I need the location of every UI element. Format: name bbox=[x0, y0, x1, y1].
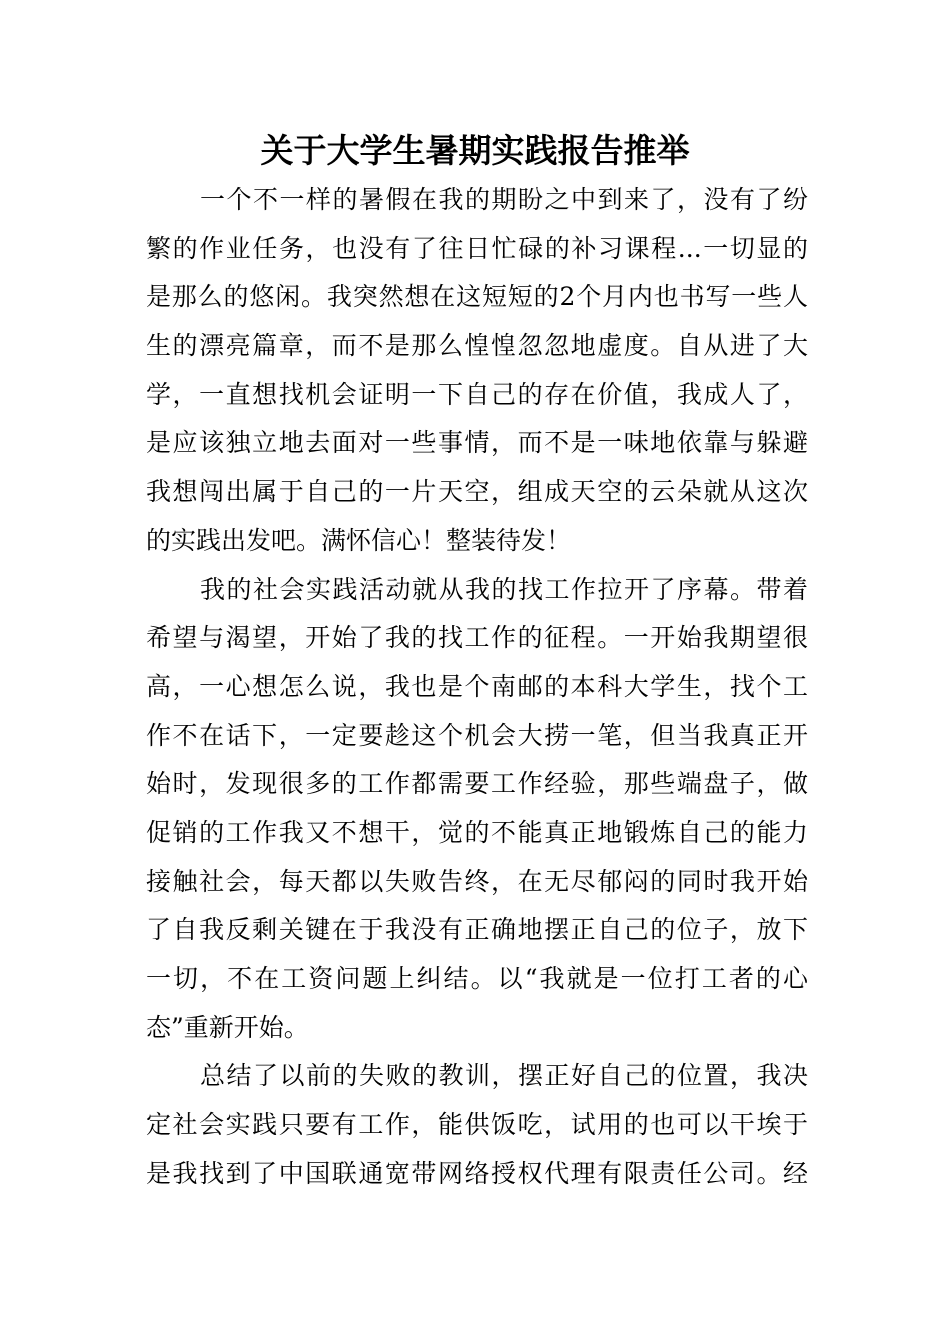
text-line: 一切，不在工资问题上纠结。以“我就是一位打工者的心 bbox=[146, 964, 808, 993]
text-line: 是我找到了中国联通宽带网络授权代理有限责任公司。经 bbox=[146, 1158, 808, 1188]
text-line: 一个不一样的暑假在我的期盼之中到来了，没有了纷 bbox=[200, 185, 808, 214]
document-body bbox=[146, 176, 808, 1198]
text-line: 作不在话下，一定要趁这个机会大捞一笔，但当我真正开 bbox=[146, 720, 808, 750]
text-line: 总结了以前的失败的教训，摆正好自己的位置，我决 bbox=[200, 1061, 808, 1091]
text-line: 定社会实践只要有工作，能供饭吃，试用的也可以干埃于 bbox=[146, 1110, 808, 1140]
text-line: 繁的作业任务，也没有了往日忙碌的补习课程...一切显的 bbox=[146, 233, 808, 263]
text-line: 我的社会实践活动就从我的找工作拉开了序幕。带着 bbox=[200, 574, 808, 604]
text-line: 接触社会，每天都以失败告终，在无尽郁闷的同时我开始 bbox=[146, 866, 808, 896]
text-line: 我想闯出属于自己的一片天空，组成天空的云朵就从这次 bbox=[146, 477, 808, 507]
text-line: 是那么的悠闲。我突然想在这短短的2个月内也书写一些人 bbox=[146, 282, 808, 312]
text-line: 生的漂亮篇章，而不是那么惶惶忽忽地虚度。自从进了大 bbox=[146, 331, 808, 361]
text-line: 高，一心想怎么说，我也是个南邮的本科大学生，找个工 bbox=[146, 671, 808, 701]
text-line: 促销的工作我又不想干，觉的不能真正地锻炼自己的能力 bbox=[146, 817, 808, 847]
text-line: 学，一直想找机会证明一下自己的存在价值，我成人了， bbox=[146, 379, 808, 409]
text-line: 态”重新开始。 bbox=[146, 1012, 309, 1042]
text-line: 了自我反剩关键在于我没有正确地摆正自己的位子，放下 bbox=[146, 915, 808, 945]
text-line: 希望与渴望，开始了我的找工作的征程。一开始我期望很 bbox=[146, 623, 808, 653]
text-line: 始时，发现很多的工作都需要工作经验，那些端盘子，做 bbox=[146, 769, 808, 799]
text-line: 的实践出发吧。满怀信心！整装待发！ bbox=[146, 525, 572, 555]
text-line: 是应该独立地去面对一些事情，而不是一味地依靠与躲避 bbox=[146, 428, 808, 458]
document-title: 关于大学生暑期实践报告推举 bbox=[260, 131, 690, 170]
